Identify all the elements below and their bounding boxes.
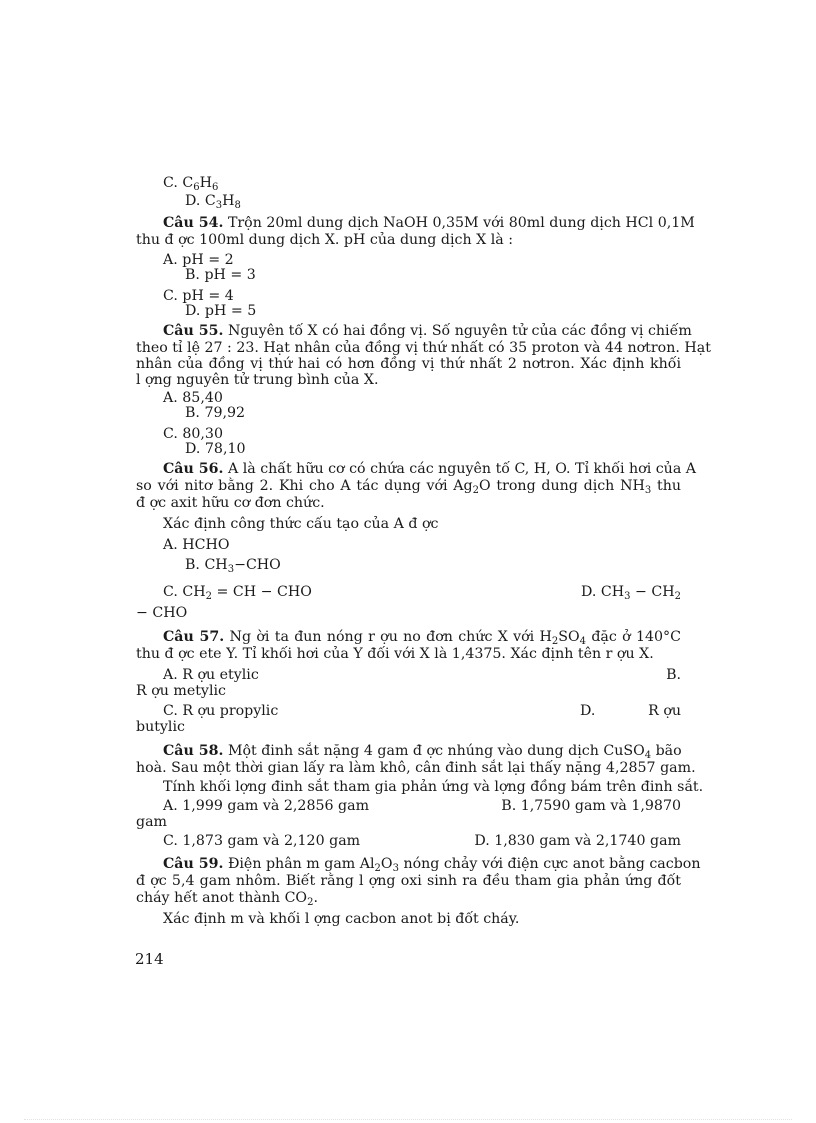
option-d: D. pH = 5 <box>185 303 257 319</box>
option-d: D. 78,10 <box>185 441 246 457</box>
question-59-line: Xác định m và khối l ợng cacbon anot bị đốt cháy. <box>163 911 520 927</box>
page-number: 214 <box>135 950 164 968</box>
question-55-line: nhân của đồng vị thứ hai có hơn đồng vị thứ nhất 2 nơtron. Xác định khối <box>136 356 681 372</box>
question-label: Câu 56. <box>163 461 224 477</box>
question-58-line: Tính khối lợng đinh sắt tham gia phản ứng và lợng đồng bám trên đinh sắt. <box>163 779 704 795</box>
question-56-line: đ ợc axit hữu cơ đơn chức. <box>136 495 325 511</box>
option-a: A. HCHO <box>163 537 230 553</box>
question-54-line: Câu 54. Trộn 20ml dung dịch NaOH 0,35M với 80ml dung dịch HCl 0,1M <box>163 215 695 231</box>
question-58-line: hoà. Sau một thời gian lấy ra làm khô, cân đinh sắt lại thấy nặng 4,2857 gam. <box>136 760 696 776</box>
option-b-continued: gam <box>136 814 167 830</box>
question-55-line: l ợng nguyên tử trung bình của X. <box>136 372 379 388</box>
question-55-line: theo tỉ lệ 27 : 23. Hạt nhân của đồng vị thứ nhất có 35 proton và 44 nơtron. Hạt <box>136 340 711 356</box>
option-c: C. pH = 4 <box>163 288 234 304</box>
option-c: C. 1,873 gam và 2,120 gam <box>163 833 361 849</box>
option-d: D. 1,830 gam và 2,1740 gam <box>474 833 681 849</box>
question-59-line: Câu 59. Điện phân m gam $Al_2O_3$ nóng chảy với điện cực anot bằng cacbon <box>163 856 701 874</box>
option-d: D. $C_3H_8$ <box>185 193 241 211</box>
option-c: C. R ợu propylic <box>163 703 279 719</box>
question-57-line: thu đ ợc ete Y. Tỉ khối hơi của Y đối với X là 1,4375. Xác định tên r ợu X. <box>136 646 654 662</box>
option-d: D. $CH_3 - CH_2$ <box>580 584 681 602</box>
question-54-line: thu đ ợc 100ml dung dịch X. pH của dung dịch X là : <box>136 232 514 248</box>
question-label: Câu 55. <box>163 323 224 339</box>
question-57-line: Câu 57. Ng ời ta đun nóng r ợu no đơn chức X với $H_2SO_4$ đặc ở 140°C <box>163 629 682 647</box>
option-c: C. $CH_2$ = CH − CHO <box>163 584 312 602</box>
question-59-line: đ ợc 5,4 gam nhôm. Biết rằng l ợng oxi sinh ra đều tham gia phản ứng đốt <box>136 873 681 889</box>
question-55-line: Câu 55. Nguyên tố X có hai đồng vị. Số nguyên tử của các đồng vị chiếm <box>163 323 692 339</box>
option-b: B. $CH_3-CHO$ <box>185 557 281 575</box>
option-b: B. 1,7590 gam và 1,9870 <box>501 798 681 814</box>
option-c: C. 80,30 <box>163 426 223 442</box>
question-label: Câu 54. <box>163 215 224 231</box>
option-b: B. pH = 3 <box>185 267 256 283</box>
option-c: C. $C_6H_6$ <box>163 175 219 193</box>
question-56-line: Câu 56. A là chất hữu cơ có chứa các nguyên tố C, H, O. Tỉ khối hơi của A <box>163 461 697 477</box>
question-label: Câu 57. <box>163 629 225 645</box>
option-d-text: R ợu <box>648 703 681 719</box>
option-a: A. pH = 2 <box>163 252 234 268</box>
question-58-line: Câu 58. Một đinh sắt nặng 4 gam đ ợc nhúng vào dung dịch CuSO$_4$ bão <box>163 743 682 761</box>
question-59-line: cháy hết anot thành $CO_2$. <box>136 890 318 908</box>
option-d-continued: butylic <box>136 719 185 735</box>
option-b: B. <box>666 667 681 683</box>
option-a: A. 1,999 gam và 2,2856 gam <box>163 798 370 814</box>
page-bottom-rule <box>24 1119 792 1120</box>
question-56-line: Xác định công thức cấu tạo của A đ ợc <box>163 516 439 532</box>
option-b: B. 79,92 <box>185 405 246 421</box>
question-56-line: so với nitơ bằng 2. Khi cho A tác dụng với $Ag_2O$ trong dung dịch $NH_3$ thu <box>136 478 681 496</box>
option-a: A. R ợu etylic <box>163 667 259 683</box>
question-label: Câu 58. <box>163 743 224 759</box>
option-b-continued: R ợu metylic <box>136 683 226 699</box>
option-d-continued: − CHO <box>136 605 188 621</box>
option-d: D. <box>580 703 596 719</box>
option-a: A. 85,40 <box>163 390 223 406</box>
question-label: Câu 59. <box>163 856 224 872</box>
